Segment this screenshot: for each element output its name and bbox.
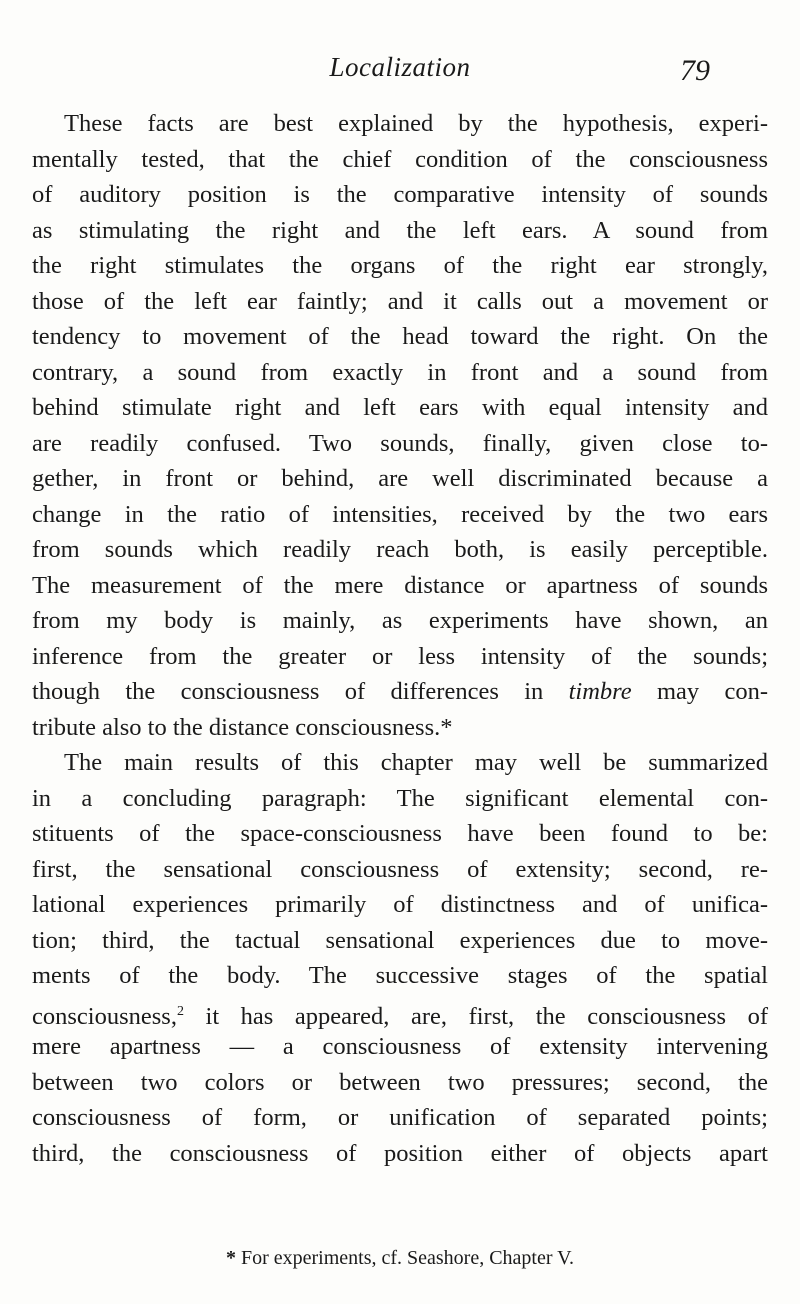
text-line: as stimulating the right and the left ears. A sound from xyxy=(32,216,768,244)
text-line: behind stimulate right and left ears with equal intensity and xyxy=(32,394,768,421)
text-line: The measurement of the mere distance or apartness of sounds xyxy=(32,571,768,599)
text-line: the right stimulates the organs of the right ear strongly, xyxy=(32,252,768,279)
paragraph-2 xyxy=(32,745,768,1171)
text-line: gether, in front or behind, are well discriminated because a xyxy=(32,465,768,492)
text-line: are readily confused. Two sounds, finally, given close to- xyxy=(32,429,768,457)
text-line: tion; third, the tactual sensational experiences due to move- xyxy=(32,926,768,954)
footnote-text: For experiments, cf. Seashore, Chapter V. xyxy=(235,1247,575,1269)
text-line: stituents of the space-consciousness have been found to be: xyxy=(32,820,768,847)
page-header xyxy=(0,52,800,92)
paragraph-1 xyxy=(32,106,768,745)
text-segment: tribute also to the distance consciousness. xyxy=(32,713,441,741)
footnote xyxy=(0,1247,800,1270)
body-text xyxy=(32,106,768,1171)
text-line: third, the consciousness of position either of objects apart xyxy=(32,1139,768,1167)
text-line: ments of the body. The successive stages of the spatial xyxy=(32,962,768,989)
text-line xyxy=(32,710,768,746)
text-segment: it has appeared, are, first, the consciousness of xyxy=(183,1002,768,1030)
text-line: mentally tested, that the chief condition of the consciousness xyxy=(32,145,768,173)
text-line: tendency to movement of the head toward the right. On the xyxy=(32,323,768,350)
running-title: Localization xyxy=(329,52,471,82)
text-line: mere apartness — a consciousness of extensity intervening xyxy=(32,1033,768,1060)
text-line: from my body is mainly, as experiments have shown, an xyxy=(32,607,768,634)
text-line: The main results of this chapter may well be summarized xyxy=(64,749,768,776)
text-line: These facts are best explained by the hypothesis, experi- xyxy=(64,110,768,137)
text-line: change in the ratio of intensities, received by the two ears xyxy=(32,500,768,528)
text-line: inference from the greater or less intensity of the sounds; xyxy=(32,642,768,670)
text-line: between two colors or between two pressures; second, the xyxy=(32,1068,768,1096)
text-line: contrary, a sound from exactly in front and a sound from xyxy=(32,358,768,386)
text-line: of auditory position is the comparative intensity of sounds xyxy=(32,181,768,208)
text-segment: may con- xyxy=(631,678,768,705)
footnote-mark: * xyxy=(225,1247,236,1269)
text-line: those of the left ear faintly; and it calls out a movement or xyxy=(32,287,768,315)
text-line: lational experiences primarily of distinctness and of unifica- xyxy=(32,891,768,918)
text-line: in a concluding paragraph: The significant elemental con- xyxy=(32,784,768,812)
text-segment: consciousness, xyxy=(32,1002,177,1030)
text-line: from sounds which readily reach both, is easily perceptible. xyxy=(32,536,768,563)
text-line xyxy=(32,674,768,710)
page-number: 79 xyxy=(680,54,710,87)
text-line: first, the sensational consciousness of extensity; second, re- xyxy=(32,855,768,883)
text-line: consciousness of form, or unification of separated points; xyxy=(32,1104,768,1131)
footnote-reference: * xyxy=(440,713,453,741)
superscript-reference: 2 xyxy=(176,1003,184,1019)
emphasized-term: timbre xyxy=(568,678,632,705)
text-line xyxy=(32,994,768,1030)
text-segment: though the consciousness of differences in xyxy=(32,678,569,705)
